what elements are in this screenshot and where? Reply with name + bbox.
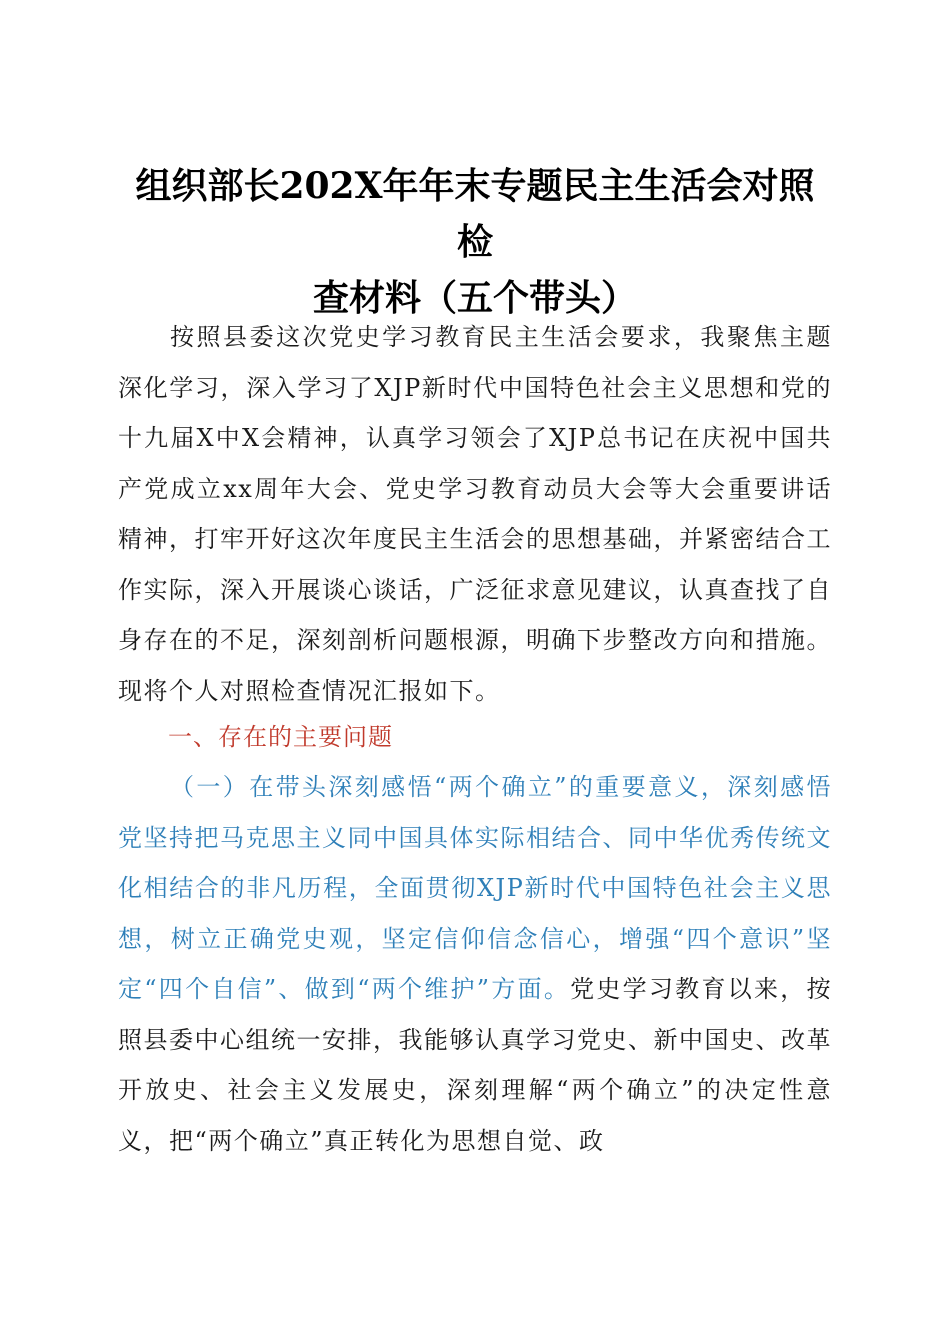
item-1-body-text: 党史学习教育以来，按照县委中心组统一安排，我能够认真学习党史、新中国史、改革开放史、社会主义发展史，深刻理解“两个确立”的决定性意义，把“两个确立”真正转化为思想自觉、政 — [118, 975, 833, 1155]
intro-paragraph: 按照县委这次党史学习教育民主生活会要求，我聚焦主题深化学习，深入学习了XJP新时代中国特色社会主义思想和党的十九届X中X会精神，认真学习领会了XJP总书记在庆祝中国共产党成立xx周年大会、党史学习教育动员大会等大会重要讲话精神，打牢开好这次年度民主生活会的思想基础，并紧密结合工作实际，深入开展谈心谈话，广泛征求意见建议，认真查找了自身存在的不足，深刻剖析问题根源，明确下步整改方向和措施。现将个人对照检查情况汇报如下。 — [118, 323, 832, 705]
section-heading-problems: 一、存在的主要问题 — [168, 723, 393, 751]
title-line-2: 查材料（五个带头） — [312, 277, 637, 319]
title-line-1: 组织部长202X年年末专题民主生活会对照检 — [135, 165, 815, 263]
item-1-paragraph — [118, 762, 832, 1166]
item-1-highlight-text: （一）在带头深刻感悟“两个确立”的重要意义，深刻感悟党坚持把马克思主义同中国具体实际相结合、同中华优秀传统文化相结合的非凡历程，全面贯彻XJP新时代中国特色社会主义思想，树立正确党史观，坚定信仰信念信心，增强“四个意识”坚定“四个自信”、做到“两个维护”方面。 — [118, 773, 832, 1003]
document-title — [118, 158, 832, 326]
